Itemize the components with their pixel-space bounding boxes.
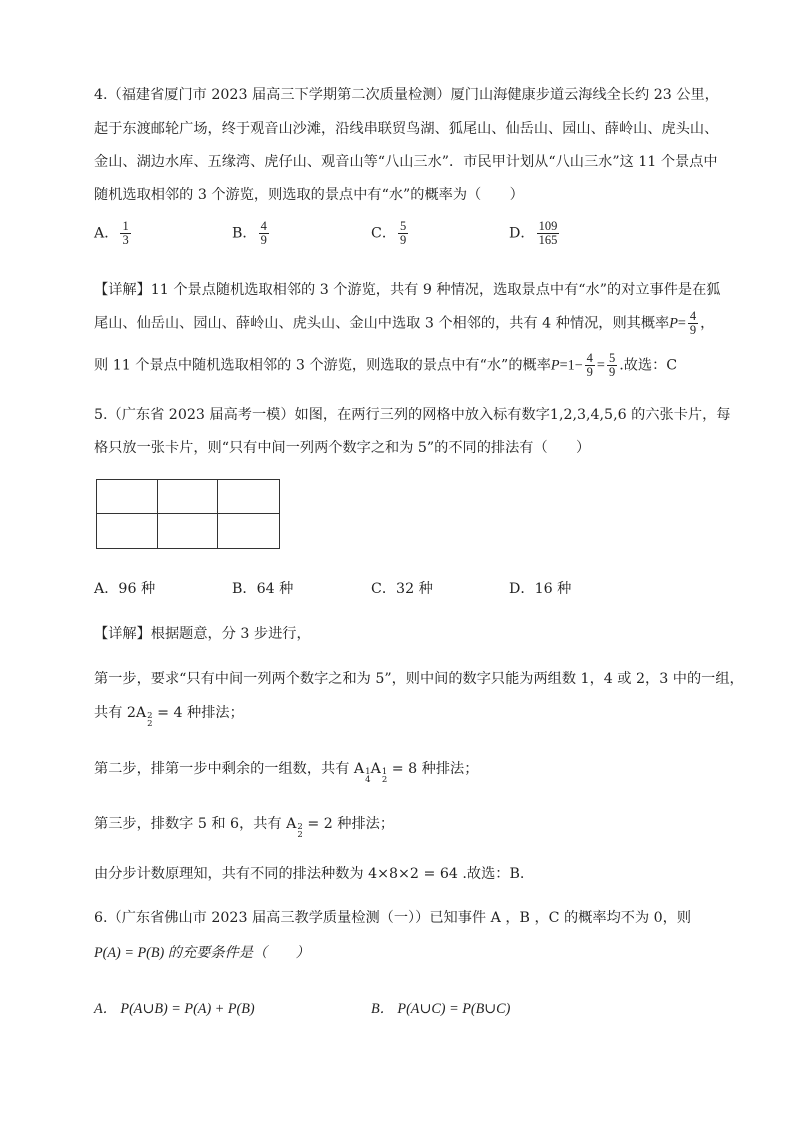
q6-option-b[interactable]: B． P(A∪C) = P(B∪C) [371,1001,511,1017]
grid-cell [97,514,158,548]
grid-cell [158,480,219,514]
q4-detail-line-2: 尾山、仙岳山、园山、薛岭山、虎头山、金山中选取 3 个相邻的，共有 4 种情况，则其概率P= $\frac{4}{9}$ ， [94,309,715,338]
q4-detail-line-1: 【详解】11 个景点随机选取相邻的 3 个游览，共有 9 种情况，选取景点中有“水”的对立事件是在狐 [94,282,721,298]
q5-step-1b: 共有 2A 2 2 = 4 种排法； [94,705,244,729]
q4-line-3: 金山、湖边水库、五缘湾、虎仔山、观音山等“八山三水”．市民甲计划从“八山三水”这 11 个景点中 [94,154,718,170]
q5-line-2: 格只放一张卡片，则“只有中间一列两个数字之和为 5”的不同的排法有（ ） [94,440,591,456]
q4-detail-line-3: 则 11 个景点中随机选取相邻的 3 个游览，则选取的景点中有“水”的概率P=1− $\frac{4}{9}$ = $\frac{5}{9}$ .故选：C [94,351,678,380]
q6-option-a[interactable]: A． P(A∪B) = P(A) + P(B) [94,1001,255,1017]
q5-option-a[interactable]: A．96 种 [94,581,156,597]
q5-step-2: 第二步，排第一步中剩余的一组数，共有 A 1 4 A 1 2 = 8 种排法； [94,761,479,785]
grid-cell [158,514,219,548]
q4-line-2: 起于东渡邮轮广场，终于观音山沙滩，沿线串联贸鸟湖、狐尾山、仙岳山、园山、薛岭山、虎头山、 [94,121,719,137]
card-grid [96,479,280,549]
grid-cell [218,480,279,514]
q4-line-4: 随机选取相邻的 3 个游览，则选取的景点中有“水”的概率为（ ） [94,187,524,203]
grid-cell [97,480,158,514]
q4-option-c[interactable]: C． $\frac{5}{9}$ [371,219,407,248]
q5-option-d[interactable]: D．16 种 [509,581,572,597]
grid-cell [218,514,279,548]
q5-step-3: 第三步，排数字 5 和 6，共有 A 2 2 = 2 种排法； [94,816,395,840]
q6-line-1: 6.（广东省佛山市 2023 届高三教学质量检测（一））已知事件 A ，B ，C 的概率均不为 0，则 [94,910,692,926]
q4-option-d[interactable]: D． $\frac{109}{165}$ [509,219,558,248]
q5-step-1a: 第一步，要求“只有中间一列两个数字之和为 5”，则中间的数字只能为两组数 1，4 或 2，3 中的一组， [94,671,744,687]
q6-line-2: P(A) = P(B) 的充要条件是（ ） [94,945,310,961]
q5-conclusion: 由分步计数原理知，共有不同的排法种数为 4×8×2 = 64 .故选：B. [94,866,525,882]
q4-option-a[interactable]: A． $\frac{1}{3}$ [94,219,129,248]
q5-option-c[interactable]: C．32 种 [371,581,433,597]
q5-option-b[interactable]: B．64 种 [232,581,294,597]
q5-detail-head: 【详解】根据题意，分 3 步进行， [94,626,311,642]
q5-line-1: 5.（广东省 2023 届高考一模）如图，在两行三列的网格中放入标有数字1,2,3,4,5,6 的六张卡片，每 [94,407,731,423]
q4-line-1: 4.（福建省厦门市 2023 届高三下学期第二次质量检测）厦门山海健康步道云海线全长约 23 公里， [94,87,719,103]
q4-option-b[interactable]: B． $\frac{4}{9}$ [232,219,267,248]
